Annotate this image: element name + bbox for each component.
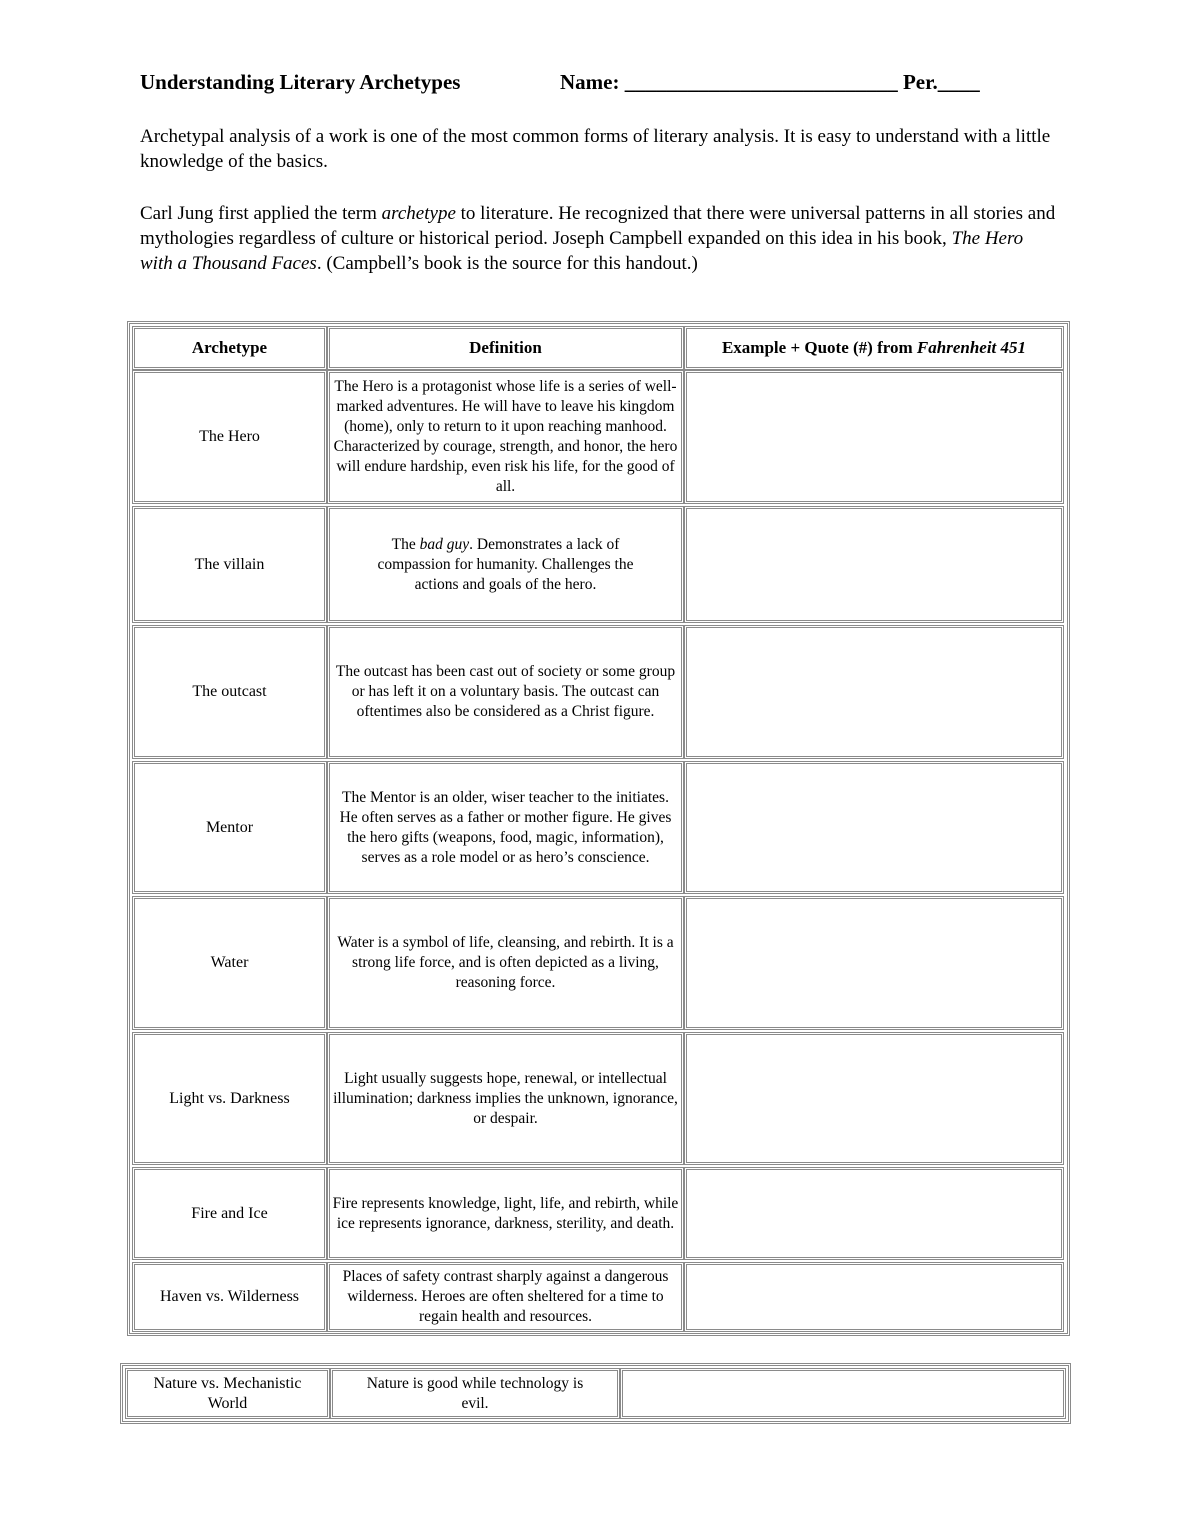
row-fire-ice-definition: Fire represents knowledge, light, life, and rebirth, while ice represents ignorance, darkness, sterility, and death. [327,1167,684,1260]
row-mentor-example-field[interactable] [684,761,1064,894]
intro-paragraph-1: Archetypal analysis of a work is one of the most common forms of literary analysis. It is easy to understand with a little knowledge of the basics. [140,126,1051,172]
row-hero-definition: The Hero is a protagonist whose life is a series of well-marked adventures. He will have to leave his kingdom (home), only to return to it upon reaching manhood. Characterized by courage, strength, and honor, the hero will endure hardship, even risk his life, for the good of all. [327,370,684,504]
name-period-line[interactable]: Name: __________________________ Per.____ [560,70,980,94]
row-villain-example-field[interactable] [684,506,1064,623]
row-water-archetype: Water [132,896,327,1030]
extra-archetype-table [120,1363,1071,1424]
header-definition: Definition [327,326,684,370]
row-haven-wilderness-example-field[interactable] [684,1262,1064,1332]
row-nature-mechanistic-archetype: Nature vs. Mechanistic World [125,1368,330,1419]
row-water-definition: Water is a symbol of life, cleansing, and rebirth. It is a strong life force, and is often depicted as a living, reasoning force. [327,896,684,1030]
row-nature-mechanistic-example-field[interactable] [620,1368,1066,1419]
row-haven-wilderness-definition: Places of safety contrast sharply against a dangerous wilderness. Heroes are often sheltered for a time to regain health and resources. [327,1262,684,1332]
row-villain-definition: The bad guy. Demonstrates a lack of compassion for humanity. Challenges the actions and goals of the hero. [327,506,684,623]
page-header [140,70,1060,95]
row-light-darkness-example-field[interactable] [684,1032,1064,1165]
archetype-table [127,321,1070,1336]
row-nature-mechanistic-definition: Nature is good while technology is evil. [330,1368,620,1419]
row-villain-archetype: The villain [132,506,327,623]
page-title: Understanding Literary Archetypes [140,70,461,94]
row-haven-wilderness-archetype: Haven vs. Wilderness [132,1262,327,1332]
row-light-darkness-definition: Light usually suggests hope, renewal, or intellectual illumination; darkness implies the unknown, ignorance, or despair. [327,1032,684,1165]
row-water-example-field[interactable] [684,896,1064,1030]
row-hero-example-field[interactable] [684,370,1064,504]
row-hero-archetype: The Hero [132,370,327,504]
header-archetype: Archetype [132,326,327,370]
row-outcast-example-field[interactable] [684,625,1064,759]
row-mentor-archetype: Mentor [132,761,327,894]
header-example: Example + Quote (#) from Fahrenheit 451 [684,326,1064,370]
row-fire-ice-example-field[interactable] [684,1167,1064,1260]
intro-paragraph-2: Carl Jung first applied the term archetype to literature. He recognized that there were universal patterns in all stories and mythologies regardless of culture or historical period. Joseph Campbell expanded on this idea in his book, The Hero with a Thousand Faces. (Campbell’s book is the source for this handout.) [140,203,1056,274]
row-outcast-archetype: The outcast [132,625,327,759]
row-light-darkness-archetype: Light vs. Darkness [132,1032,327,1165]
row-mentor-definition: The Mentor is an older, wiser teacher to the initiates. He often serves as a father or mother figure. He gives the hero gifts (weapons, food, magic, information), serves as a role model or as hero’s conscience. [327,761,684,894]
row-outcast-definition: The outcast has been cast out of society or some group or has left it on a voluntary basis. The outcast can oftentimes also be considered as a Christ figure. [327,625,684,759]
row-fire-ice-archetype: Fire and Ice [132,1167,327,1260]
